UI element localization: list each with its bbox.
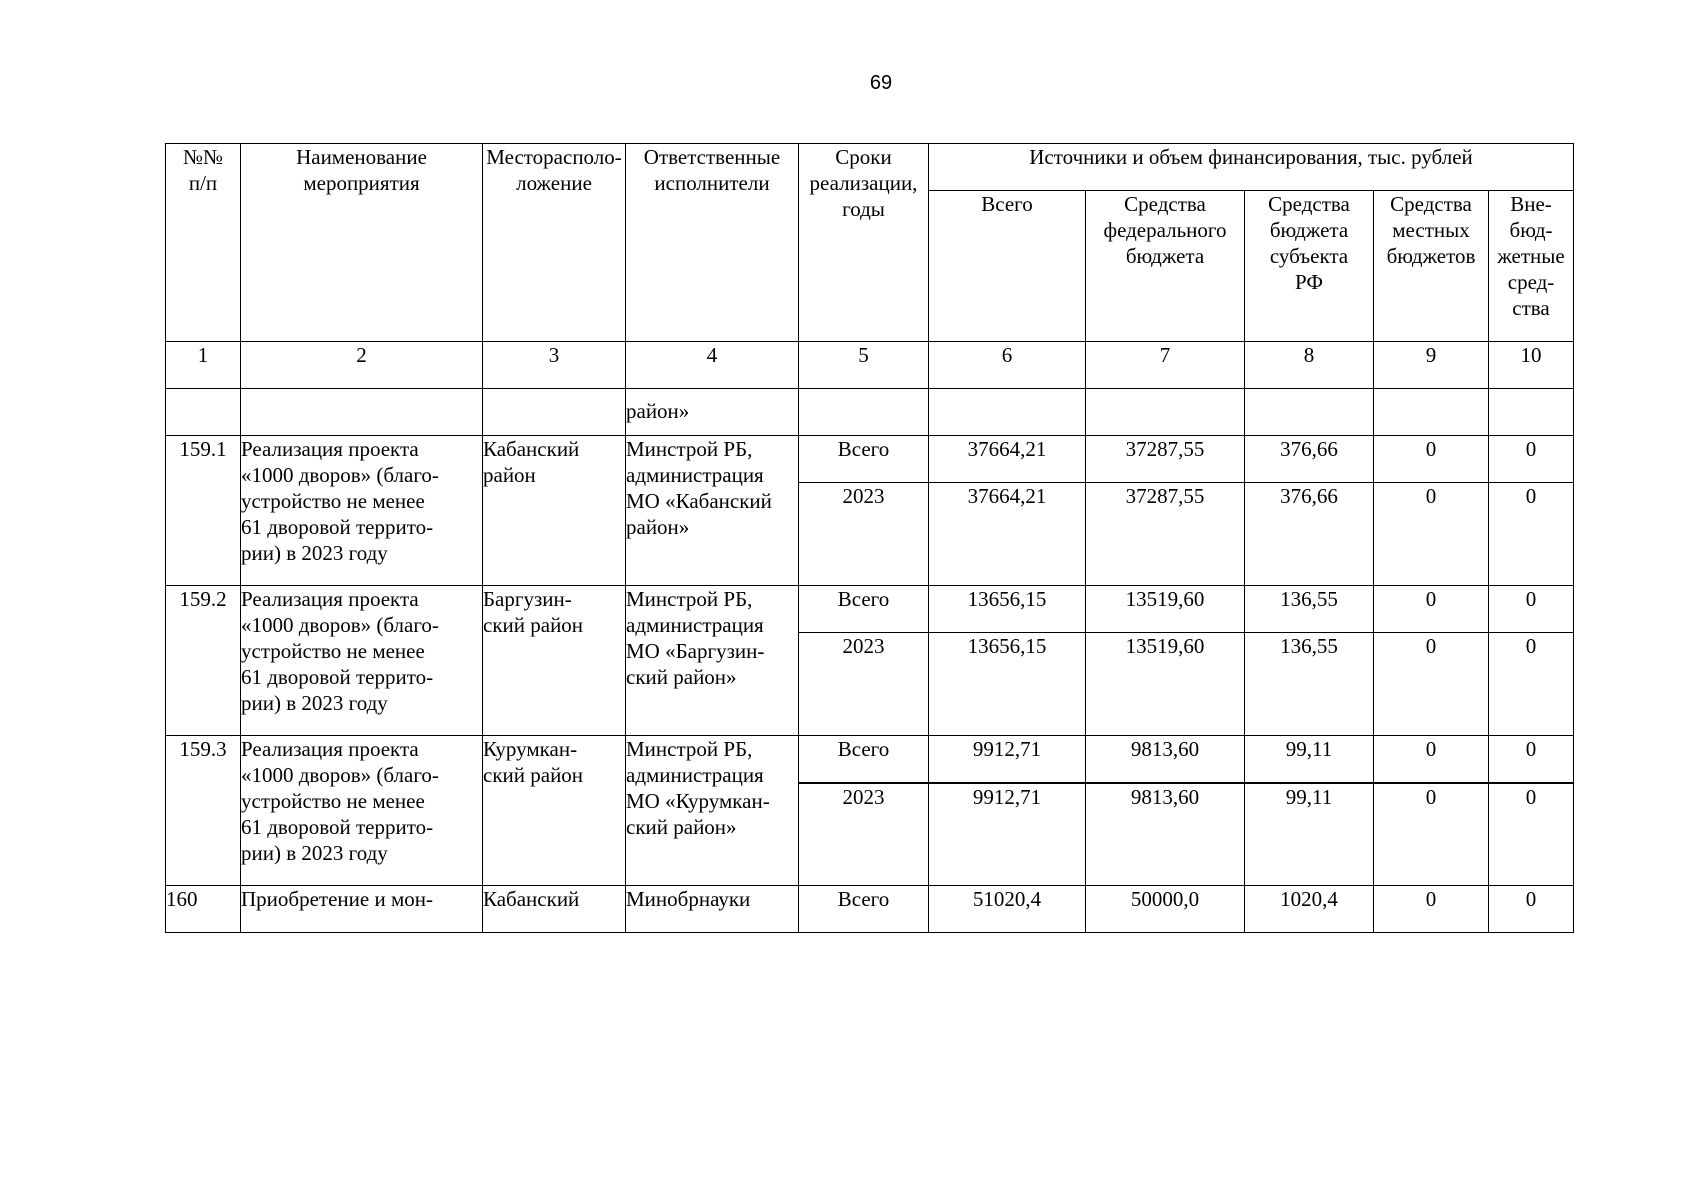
column-number: 10 [1489,342,1574,389]
row-offbudget: 0 [1489,886,1574,933]
row-offbudget: 0 [1489,633,1574,736]
table-row [166,436,1574,483]
row-location: Баргузин- ский район [483,586,626,736]
header-total: Всего [929,191,1086,342]
continuation-responsible: район» [626,389,799,436]
table-row [166,736,1574,783]
row-name: Приобретение и мон- [241,886,483,933]
row-federal: 9813,60 [1086,736,1245,783]
row-offbudget: 0 [1489,586,1574,633]
row-total: 9912,71 [929,783,1086,886]
row-location: Курумкан- ский район [483,736,626,886]
row-federal: 9813,60 [1086,783,1245,886]
table-cell [1245,389,1374,436]
row-total: 13656,15 [929,633,1086,736]
row-period: 2023 [799,633,929,736]
row-subject: 99,11 [1245,783,1374,886]
header-local: Средства местных бюджетов [1374,191,1489,342]
table-cell [929,389,1086,436]
table-cell [799,389,929,436]
row-total: 9912,71 [929,736,1086,783]
table-cell [1086,389,1245,436]
row-offbudget: 0 [1489,483,1574,586]
row-total: 37664,21 [929,483,1086,586]
row-subject: 136,55 [1245,633,1374,736]
row-local: 0 [1374,483,1489,586]
row-federal: 13519,60 [1086,586,1245,633]
row-period: Всего [799,586,929,633]
table-row [166,586,1574,633]
column-number: 9 [1374,342,1489,389]
header-name: Наименование мероприятия [241,144,483,342]
column-number: 3 [483,342,626,389]
page-number: 69 [869,72,893,94]
row-federal: 50000,0 [1086,886,1245,933]
column-number: 8 [1245,342,1374,389]
row-period: Всего [799,736,929,783]
row-period: Всего [799,436,929,483]
header-period: Сроки реализации, годы [799,144,929,342]
row-responsible: Минобрнауки [626,886,799,933]
header-no: №№ п/п [166,144,241,342]
column-number: 4 [626,342,799,389]
header-funding-group: Источники и объем финансирования, тыс. рублей [929,144,1574,191]
row-subject: 376,66 [1245,483,1374,586]
row-location: Кабанский [483,886,626,933]
row-total: 51020,4 [929,886,1086,933]
row-local: 0 [1374,436,1489,483]
header-federal: Средства федерального бюджета [1086,191,1245,342]
row-local: 0 [1374,736,1489,783]
header-location: Месторасполо- ложение [483,144,626,342]
row-responsible: Минстрой РБ, администрация МО «Баргузин- ский район» [626,586,799,736]
row-local: 0 [1374,586,1489,633]
row-id: 159.1 [166,436,241,586]
row-id: 160 [166,886,241,933]
row-offbudget: 0 [1489,436,1574,483]
table-row-continuation [166,389,1574,436]
column-number: 5 [799,342,929,389]
column-numbers-row [166,342,1574,389]
row-responsible: Минстрой РБ, администрация МО «Кабанский район» [626,436,799,586]
table-row [166,886,1574,933]
financing-table [165,143,1574,933]
row-name: Реализация проекта «1000 дворов» (благо- устройство не менее 61 дворовой террито- рии) в 2023 году [241,586,483,736]
row-local: 0 [1374,783,1489,886]
table-cell [1489,389,1574,436]
row-offbudget: 0 [1489,736,1574,783]
table-cell [483,389,626,436]
row-subject: 1020,4 [1245,886,1374,933]
column-number: 2 [241,342,483,389]
table-cell [1374,389,1489,436]
row-total: 13656,15 [929,586,1086,633]
row-period: 2023 [799,783,929,886]
row-period: 2023 [799,483,929,586]
column-number: 7 [1086,342,1245,389]
row-subject: 376,66 [1245,436,1374,483]
header-offbudget: Вне- бюд- жетные сред- ства [1489,191,1574,342]
row-id: 159.3 [166,736,241,886]
header-responsible: Ответственные исполнители [626,144,799,342]
row-subject: 136,55 [1245,586,1374,633]
row-period: Всего [799,886,929,933]
column-number: 6 [929,342,1086,389]
row-subject: 99,11 [1245,736,1374,783]
row-name: Реализация проекта «1000 дворов» (благо- устройство не менее 61 дворовой террито- рии) в 2023 году [241,436,483,586]
row-offbudget: 0 [1489,783,1574,886]
row-id: 159.2 [166,586,241,736]
row-local: 0 [1374,633,1489,736]
row-location: Кабанский район [483,436,626,586]
column-number: 1 [166,342,241,389]
row-name: Реализация проекта «1000 дворов» (благо- устройство не менее 61 дворовой террито- рии) в 2023 году [241,736,483,886]
header-subject: Средства бюджета субъекта РФ [1245,191,1374,342]
table-cell [241,389,483,436]
row-local: 0 [1374,886,1489,933]
row-total: 37664,21 [929,436,1086,483]
row-federal: 37287,55 [1086,436,1245,483]
row-responsible: Минстрой РБ, администрация МО «Курумкан- ский район» [626,736,799,886]
row-federal: 37287,55 [1086,483,1245,586]
row-federal: 13519,60 [1086,633,1245,736]
table-cell [166,389,241,436]
